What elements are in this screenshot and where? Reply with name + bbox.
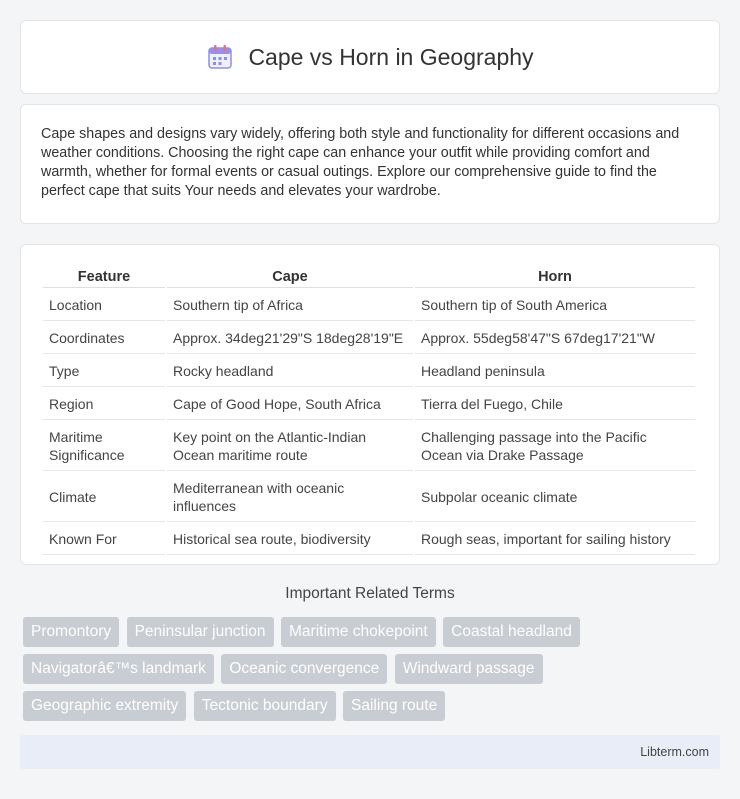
table-row	[43, 389, 695, 420]
table-cell: Rough seas, important for sailing history	[415, 524, 695, 555]
header-card	[20, 20, 720, 94]
table-header-row	[43, 265, 695, 288]
term-tag[interactable]: Oceanic convergence	[221, 654, 387, 684]
table-cell: Approx. 55deg58'47"S 67deg17'21"W	[415, 323, 695, 354]
header-horn: Horn	[415, 265, 695, 288]
term-tag[interactable]: Sailing route	[343, 691, 445, 721]
table-cell: Approx. 34deg21'29"S 18deg28'19"E	[167, 323, 413, 354]
table-cell: Coordinates	[43, 323, 165, 354]
term-tag[interactable]: Geographic extremity	[23, 691, 186, 721]
table-cell: Headland peninsula	[415, 356, 695, 387]
table-row	[43, 422, 695, 471]
table-cell: Historical sea route, biodiversity	[167, 524, 413, 555]
footer-link[interactable]: Libterm.com	[640, 745, 709, 759]
term-tag[interactable]: Peninsular junction	[127, 617, 274, 647]
table-row	[43, 323, 695, 354]
term-tag[interactable]: Navigatorâ€™s landmark	[23, 654, 214, 684]
term-tag[interactable]: Coastal headland	[443, 617, 580, 647]
table-cell: Region	[43, 389, 165, 420]
title-wrap	[206, 43, 533, 71]
term-tag[interactable]: Windward passage	[395, 654, 543, 684]
table-cell: Rocky headland	[167, 356, 413, 387]
intro-text: Cape shapes and designs vary widely, offering both style and functionality for different occasions and weather conditions. Choosing the right cape can enhance your outfit while providing comfort and warmth, whether for formal events or casual outings. Explore our comprehensive guide to find the perfect cape that suits Your needs and elevates your wardrobe.	[41, 126, 680, 199]
related-terms-title: Important Related Terms	[285, 585, 455, 602]
table-cell: Key point on the Atlantic-Indian Ocean maritime route	[167, 422, 413, 471]
page-title: Cape vs Horn in Geography	[248, 43, 534, 70]
comparison-table-card	[20, 244, 720, 565]
table-cell: Location	[43, 290, 165, 321]
table-cell: Challenging passage into the Pacific Ocean via Drake Passage	[415, 422, 695, 471]
table-cell: Mediterranean with oceanic influences	[167, 473, 413, 522]
table-cell: Southern tip of Africa	[167, 290, 413, 321]
term-tag[interactable]: Promontory	[23, 617, 119, 647]
footer	[20, 735, 720, 769]
table-cell: Subpolar oceanic climate	[415, 473, 695, 522]
table-cell: Tierra del Fuego, Chile	[415, 389, 695, 420]
term-tag[interactable]: Tectonic boundary	[194, 691, 336, 721]
table-row	[43, 290, 695, 321]
related-terms-list	[23, 617, 723, 728]
header-feature: Feature	[43, 265, 165, 288]
table-row	[43, 524, 695, 555]
table-cell: Maritime Significance	[43, 422, 165, 471]
table-cell: Known For	[43, 524, 165, 555]
table-cell: Southern tip of South America	[415, 290, 695, 321]
table-cell: Climate	[43, 473, 165, 522]
term-tag[interactable]: Maritime chokepoint	[281, 617, 436, 647]
table-cell: Type	[43, 356, 165, 387]
calendar-icon	[206, 43, 234, 71]
comparison-table	[41, 263, 697, 557]
table-cell: Cape of Good Hope, South Africa	[167, 389, 413, 420]
header-cape: Cape	[167, 265, 413, 288]
table-row	[43, 473, 695, 522]
intro-card	[20, 104, 720, 224]
table-row	[43, 356, 695, 387]
